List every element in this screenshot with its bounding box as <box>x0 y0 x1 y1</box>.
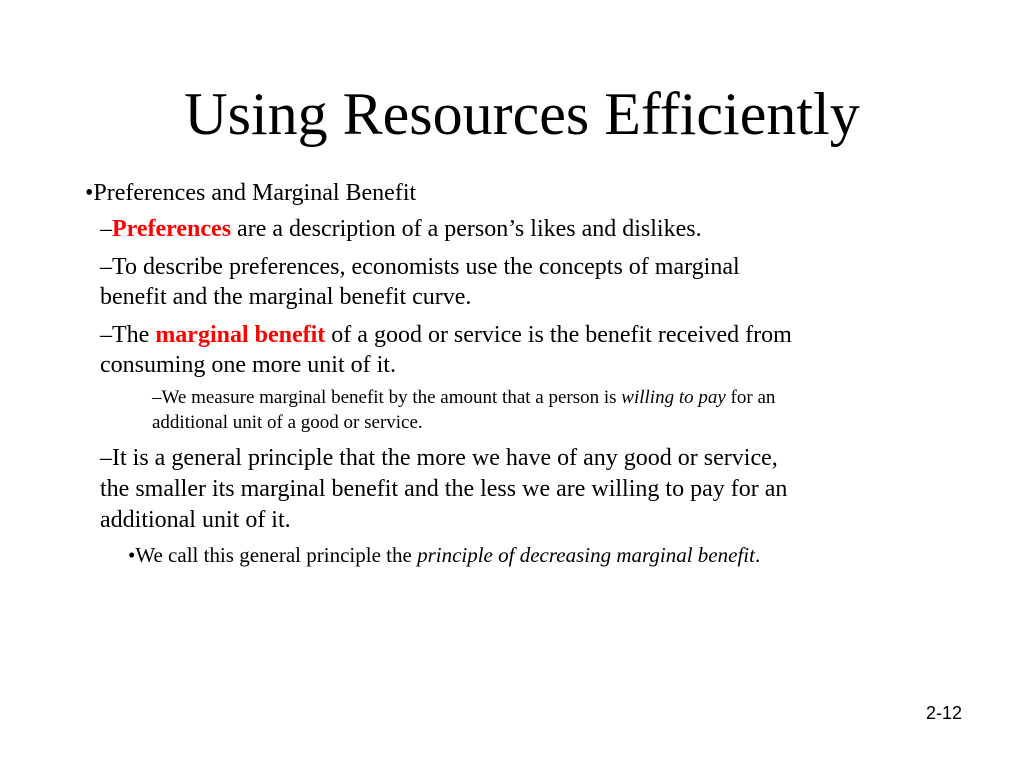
bullet-general-principle-line-3: additional unit of it. <box>100 507 291 533</box>
bullet-text: for an <box>725 387 776 408</box>
bullet-text: –We measure marginal benefit by the amount that a person is <box>152 387 622 408</box>
term-preferences: Preferences <box>112 216 232 242</box>
page-number: 2-12 <box>925 703 962 723</box>
bullet-text: –The <box>100 322 156 348</box>
bullet-preferences-definition <box>100 214 702 244</box>
bullet-text: •We call this general principle the <box>128 543 418 567</box>
term-willing-to-pay: willing to pay <box>621 387 726 408</box>
bullet-general-principle-line-1: –It is a general principle that the more we have of any good or service, <box>100 445 778 471</box>
bullet-preferences-marginal-benefit: •Preferences and Marginal Benefit <box>85 180 417 206</box>
bullet-marginal-benefit-definition <box>100 320 792 350</box>
bullet-text: are a description of a person’s likes and dislikes. <box>231 216 702 242</box>
bullet-marginal-benefit-line-2: consuming one more unit of it. <box>100 352 396 378</box>
slide-title: Using Resources Efficiently <box>184 81 860 147</box>
bullet-describe-preferences-line-2: benefit and the marginal benefit curve. <box>100 284 472 310</box>
term-marginal-benefit: marginal benefit <box>155 322 326 348</box>
term-principle-of-decreasing-marginal-benefit: principle of decreasing marginal benefit <box>417 543 755 567</box>
sub-bullet-decreasing-marginal-benefit <box>128 541 760 569</box>
bullet-describe-preferences-line-1: –To describe preferences, economists use the concepts of marginal <box>100 254 740 280</box>
dash-text: – <box>100 216 112 242</box>
sub-bullet-measure-line-2: additional unit of a good or service. <box>152 412 423 433</box>
sub-bullet-measure-marginal-benefit <box>152 385 775 411</box>
bullet-text: of a good or service is the benefit received from <box>325 322 792 348</box>
bullet-general-principle-line-2: the smaller its marginal benefit and the less we are willing to pay for an <box>100 476 788 502</box>
bullet-text: . <box>754 543 761 567</box>
